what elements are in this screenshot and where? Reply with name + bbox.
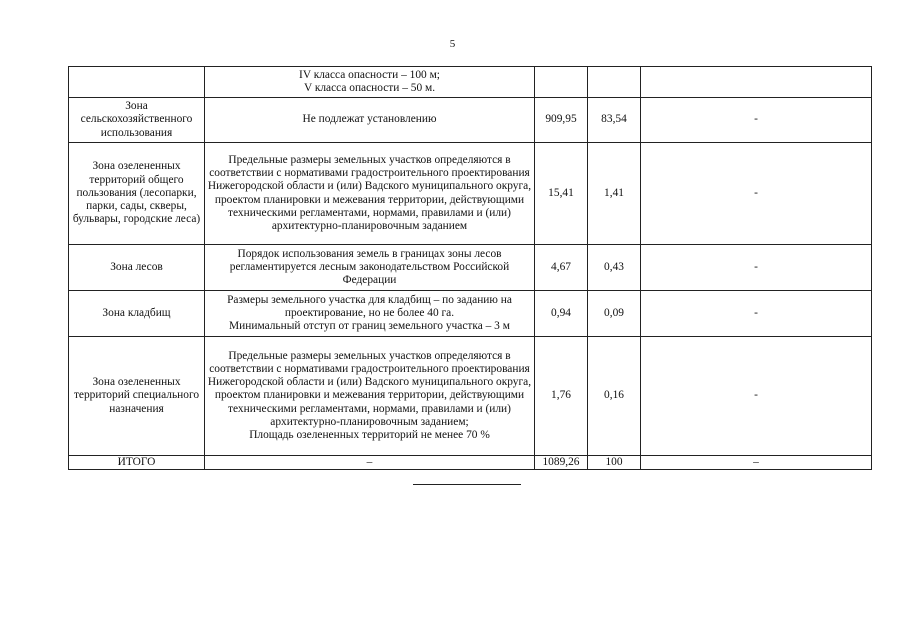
table-row bbox=[69, 337, 872, 456]
percent-cell: 0,16 bbox=[588, 337, 641, 456]
percent-cell: 1,41 bbox=[588, 143, 641, 245]
description-cell bbox=[205, 143, 535, 245]
description-line: IV класса опасности – 100 м; bbox=[299, 68, 440, 81]
area-cell bbox=[535, 67, 588, 98]
zone-cell: Зона озелененных территорий специального назначения bbox=[69, 337, 205, 456]
description-line: Порядок использования земель в границах зоны лесов регламентируется лесным законодательством Российской Федерации bbox=[229, 247, 510, 287]
zone-cell bbox=[69, 67, 205, 98]
area-cell: 4,67 bbox=[535, 245, 588, 291]
table-row bbox=[69, 98, 872, 143]
description-line: – bbox=[366, 456, 373, 468]
area-cell: 0,94 bbox=[535, 291, 588, 337]
note-cell: – bbox=[641, 456, 872, 470]
area-cell: 1089,26 bbox=[535, 456, 588, 470]
percent-cell: 0,09 bbox=[588, 291, 641, 337]
zone-cell: Зона сельскохозяйственного использования bbox=[69, 98, 205, 143]
table-row bbox=[69, 67, 872, 98]
note-cell: - bbox=[641, 143, 872, 245]
table-row bbox=[69, 143, 872, 245]
end-rule bbox=[413, 484, 521, 485]
percent-cell bbox=[588, 67, 641, 98]
note-cell: - bbox=[641, 98, 872, 143]
note-cell: - bbox=[641, 291, 872, 337]
table-row bbox=[69, 291, 872, 337]
zone-cell: Зона кладбищ bbox=[69, 291, 205, 337]
description-cell bbox=[205, 337, 535, 456]
zone-cell: Зона озелененных территорий общего пользования (лесопарки, парки, сады, скверы, бульвары, городские леса) bbox=[69, 143, 205, 245]
percent-cell: 100 bbox=[588, 456, 641, 470]
percent-cell: 83,54 bbox=[588, 98, 641, 143]
description-line: Предельные размеры земельных участков определяются в соответствии с нормативами градостроительного проектирования Нижегородской области и (или) Вадского муниципального округа, проектом планировки и межевания территории, действующими техническими регламентами, нормами, правилами и (или) архитектурно-планировочным заданием; bbox=[207, 349, 532, 428]
area-cell: 15,41 bbox=[535, 143, 588, 245]
zone-cell: ИТОГО bbox=[69, 456, 205, 470]
description-line: Минимальный отступ от границ земельного участка – 3 м bbox=[229, 320, 510, 333]
description-line: Площадь озелененных территорий не менее 70 % bbox=[249, 429, 490, 441]
description-cell bbox=[205, 67, 535, 98]
note-cell: - bbox=[641, 337, 872, 456]
description-cell bbox=[205, 245, 535, 291]
area-cell: 1,76 bbox=[535, 337, 588, 456]
zones-table bbox=[68, 66, 872, 470]
percent-cell: 0,43 bbox=[588, 245, 641, 291]
table-row bbox=[69, 456, 872, 470]
zone-cell: Зона лесов bbox=[69, 245, 205, 291]
area-cell: 909,95 bbox=[535, 98, 588, 143]
description-line: Не подлежат установлению bbox=[302, 113, 437, 126]
description-line: V класса опасности – 50 м. bbox=[303, 82, 436, 94]
description-cell bbox=[205, 98, 535, 143]
page-number: 5 bbox=[449, 38, 456, 50]
note-cell: - bbox=[641, 245, 872, 291]
description-line: Предельные размеры земельных участков определяются в соответствии с нормативами градостроительного проектирования Нижегородской области и (или) Вадского муниципального округа, проектом планировки и межевания территории, действующими техническими регламентами, нормами, правилами и (или) архитектурно-планировочным заданием bbox=[207, 153, 532, 232]
description-line: Размеры земельного участка для кладбищ – по заданию на проектирование, но не более 40 га. bbox=[227, 293, 512, 319]
table-row bbox=[69, 245, 872, 291]
zones-table-body bbox=[69, 67, 872, 470]
description-cell bbox=[205, 456, 535, 470]
note-cell bbox=[641, 67, 872, 98]
description-cell bbox=[205, 291, 535, 337]
